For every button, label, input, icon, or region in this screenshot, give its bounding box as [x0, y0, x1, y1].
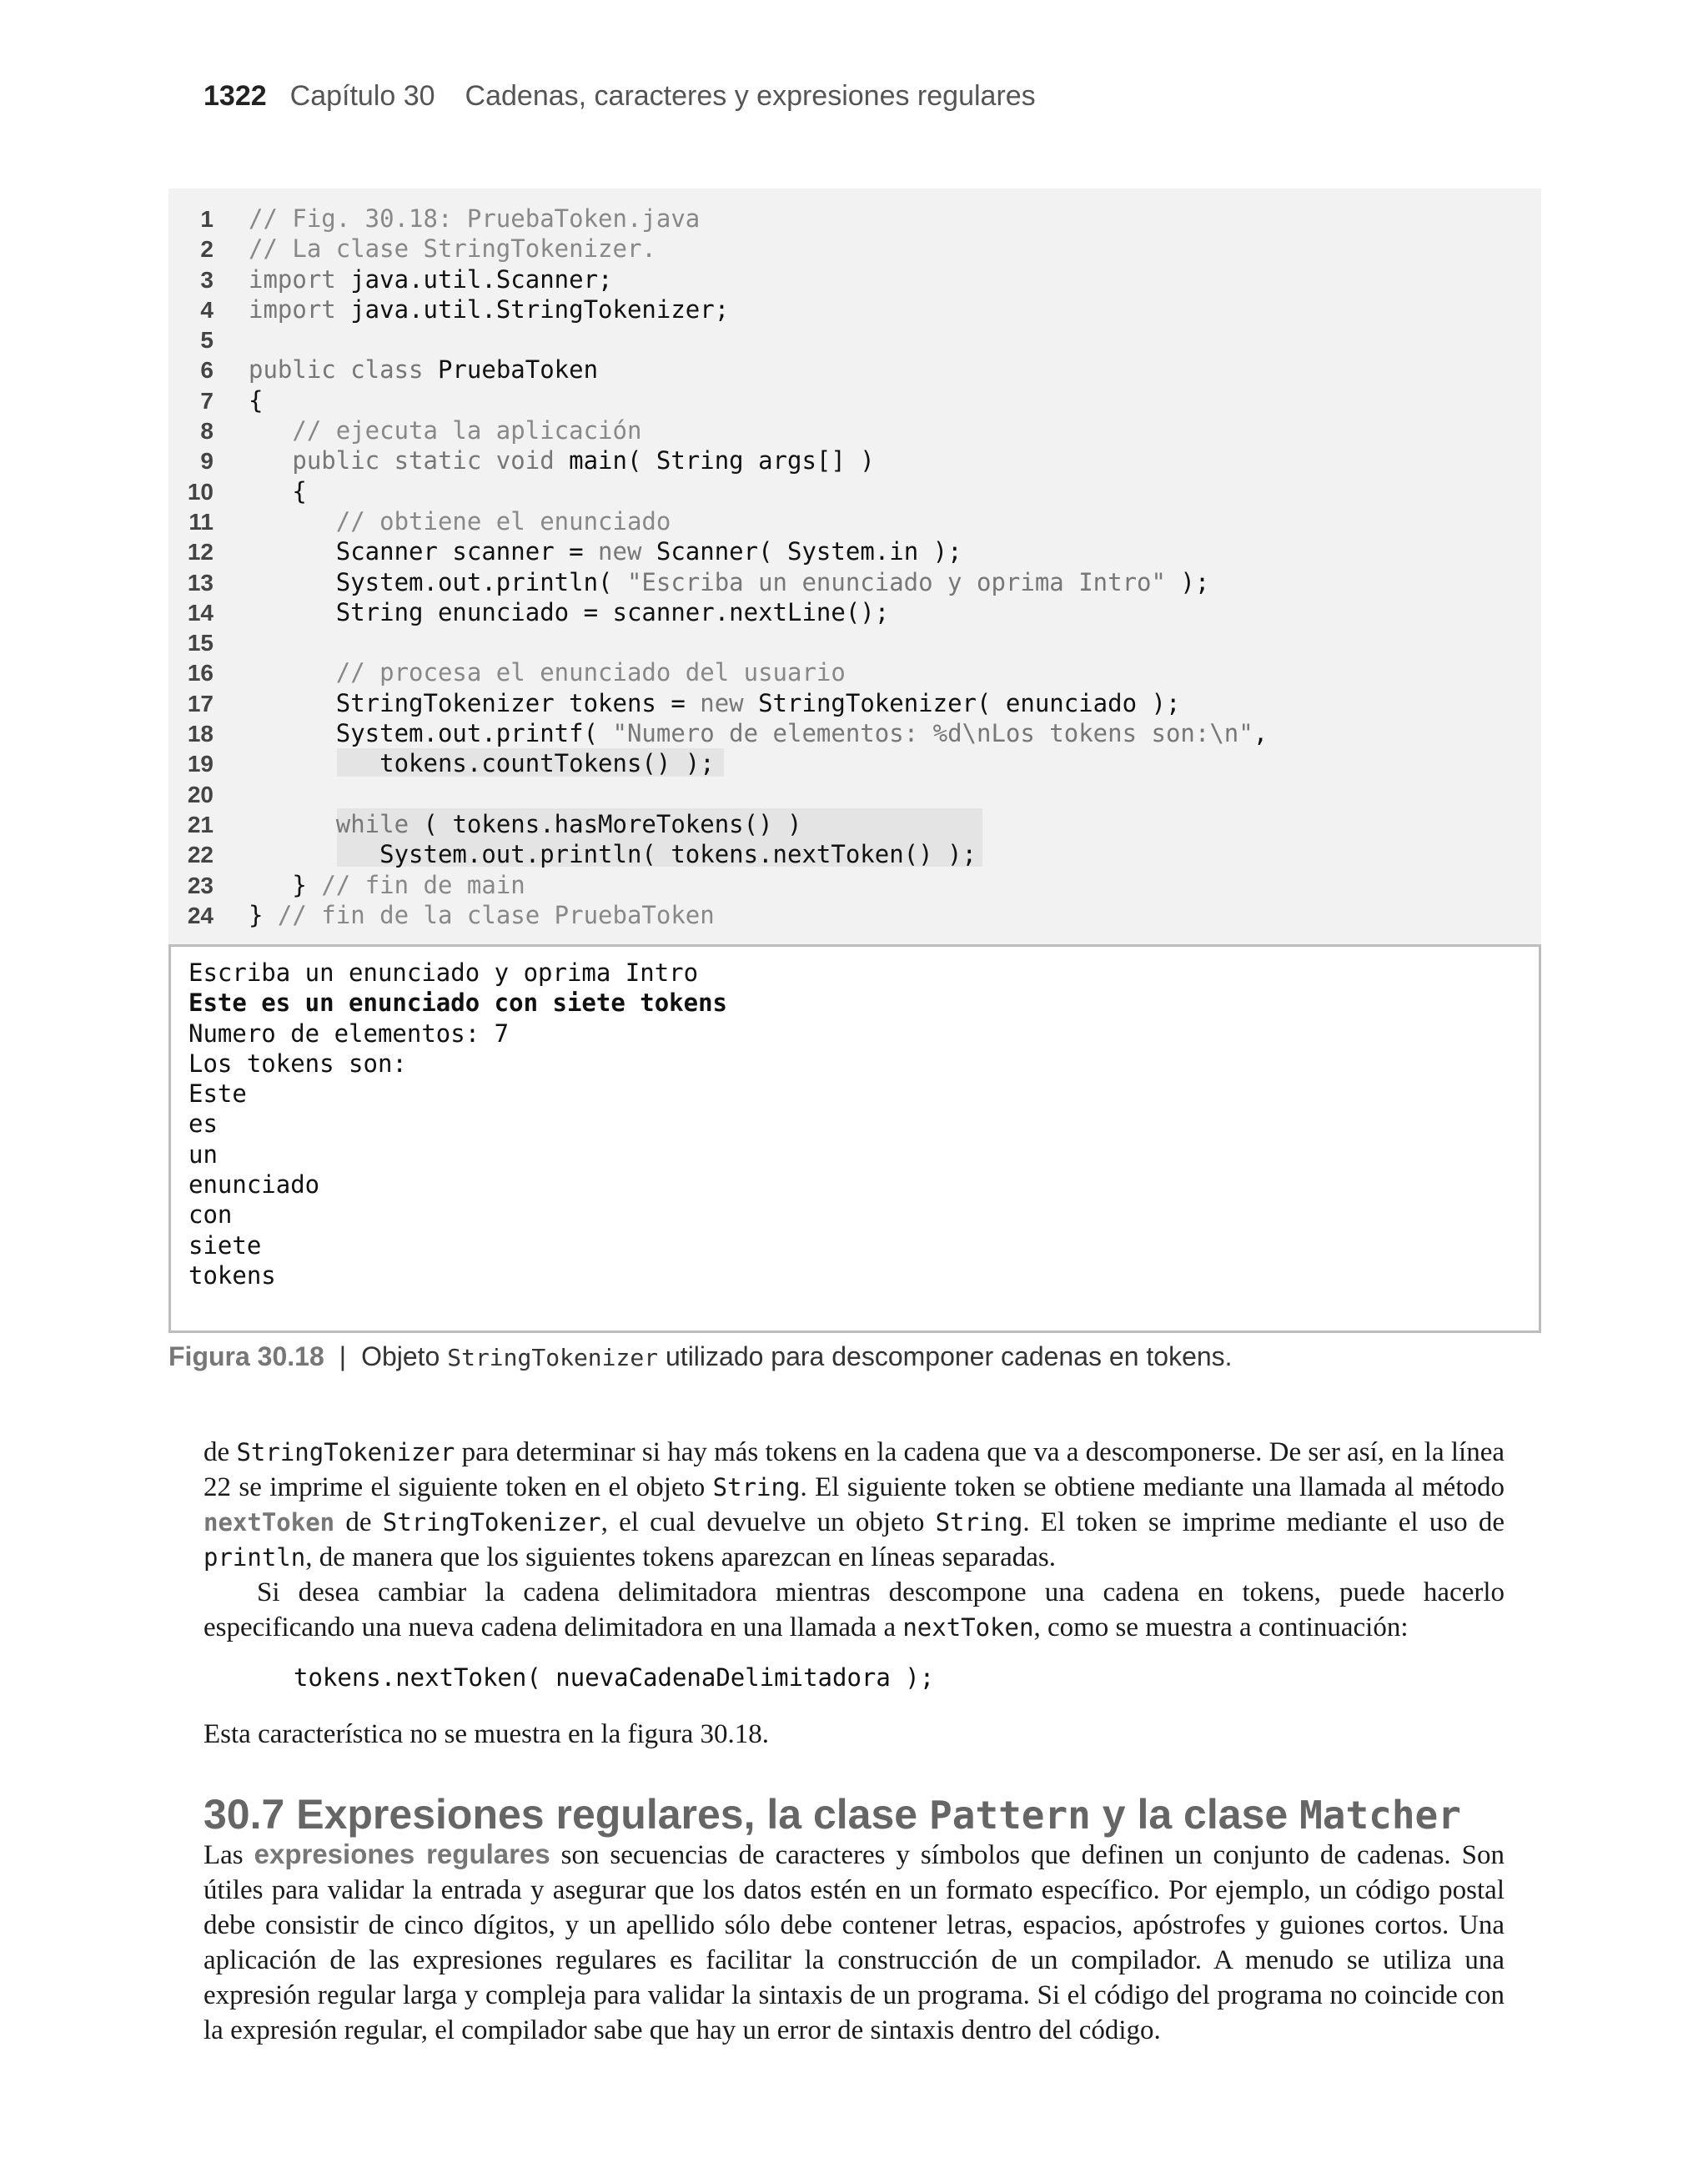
- code-segment: {: [249, 476, 307, 506]
- output-line: con: [188, 1200, 233, 1230]
- key-term: expresiones regulares: [254, 1838, 550, 1869]
- code-text: [249, 749, 715, 777]
- code-text: [249, 901, 715, 929]
- code-text: [249, 355, 598, 384]
- code-segment: java.util.StringTokenizer;: [335, 294, 730, 324]
- inline-code: String: [712, 1473, 801, 1501]
- paragraph-text: . El siguiente token se obtiene mediante una llamada al método: [800, 1472, 1505, 1502]
- code-listing: [168, 204, 1536, 930]
- section-title-a: Expresiones regulares, la clase: [296, 1791, 929, 1838]
- page-number: 1322: [203, 80, 267, 112]
- line-number: 5: [200, 327, 214, 354]
- inline-code: StringTokenizer: [236, 1438, 455, 1466]
- line-number: 22: [187, 842, 214, 868]
- code-segment: import: [249, 294, 336, 324]
- line-number: 21: [187, 811, 214, 837]
- code-text: [249, 658, 846, 687]
- output-line: Los tokens son:: [188, 1049, 407, 1078]
- chapter-title: Cadenas, caracteres y expresiones regulares: [465, 80, 1036, 112]
- caption-code: StringTokenizer: [447, 1344, 659, 1371]
- code-line: [168, 748, 1536, 778]
- code-segment: }: [249, 900, 278, 929]
- program-output: [188, 958, 727, 1290]
- caption-separator: |: [339, 1341, 347, 1371]
- section-code-b: Matcher: [1299, 1793, 1461, 1838]
- paragraph-text: de: [334, 1507, 383, 1537]
- output-line: tokens: [188, 1260, 276, 1290]
- line-number: 11: [188, 508, 214, 535]
- line-number: 15: [187, 630, 214, 656]
- page-header: [203, 80, 1036, 113]
- output-line: Escriba un enunciado y oprima Intro: [188, 958, 699, 987]
- code-segment: public class: [249, 355, 424, 385]
- code-segment: // ejecuta la aplicación: [249, 416, 642, 445]
- line-number: 2: [200, 236, 214, 263]
- code-line: [168, 445, 1536, 475]
- line-number: 12: [187, 539, 214, 566]
- output-line: Numero de elementos: 7: [188, 1019, 510, 1048]
- code-line: [168, 688, 1536, 718]
- code-line: [168, 536, 1536, 566]
- line-number: 9: [200, 448, 214, 475]
- code-segment: // fin de main: [321, 870, 525, 899]
- key-term-code: nextToken: [203, 1508, 335, 1537]
- code-line: [168, 324, 1536, 355]
- code-segment: }: [249, 870, 322, 899]
- body-paragraph-2: [203, 1575, 1505, 1645]
- code-line: [168, 385, 1536, 415]
- code-segment: // Fig. 30.18: PruebaToken.java: [249, 204, 701, 233]
- line-number: 13: [187, 569, 214, 596]
- code-segment: "Escriba un enunciado y oprima Intro": [626, 567, 1166, 596]
- code-segment: // obtiene el enunciado: [249, 506, 671, 536]
- code-text: [249, 810, 801, 838]
- line-number: 19: [187, 751, 214, 777]
- code-segment: {: [249, 385, 264, 415]
- caption-text-after: utilizado para descomponer cadenas en tokens.: [658, 1341, 1233, 1371]
- code-text: [249, 234, 656, 263]
- body-paragraph-1: [203, 1435, 1505, 1575]
- output-line: enunciado: [188, 1170, 320, 1200]
- code-line: [168, 627, 1536, 657]
- code-segment: ,: [1253, 719, 1268, 748]
- code-line: [168, 415, 1536, 445]
- output-line: siete: [188, 1230, 262, 1260]
- code-segment: // procesa el enunciado del usuario: [249, 658, 846, 687]
- code-segment: StringTokenizer tokens =: [249, 688, 701, 717]
- paragraph-text: Las: [203, 1840, 254, 1870]
- chapter-label: Capítulo 30: [289, 80, 435, 112]
- code-text: [249, 477, 307, 506]
- line-number: 18: [187, 721, 214, 747]
- code-text: [249, 689, 1180, 717]
- code-line: [168, 355, 1536, 385]
- code-segment: tokens.countTokens() );: [249, 749, 715, 778]
- code-segment: ( tokens.hasMoreTokens() ): [409, 809, 802, 838]
- code-line: [168, 294, 1536, 324]
- code-segment: while: [249, 809, 409, 838]
- code-text: [249, 295, 729, 324]
- output-line: es: [188, 1109, 218, 1139]
- code-snippet: tokens.nextToken( nuevaCadenaDelimitadora );: [294, 1663, 935, 1692]
- code-text: [249, 204, 700, 233]
- code-text: [249, 871, 525, 899]
- code-text: [249, 719, 1268, 747]
- code-line: [168, 597, 1536, 627]
- code-line: [168, 657, 1536, 687]
- code-segment: System.out.println( tokens.nextToken() );: [249, 840, 977, 869]
- section-title-b: y la clase: [1090, 1791, 1300, 1838]
- line-number: 14: [187, 599, 214, 626]
- body-paragraph-4: [203, 1837, 1505, 2048]
- code-text: [249, 568, 1209, 596]
- code-line: [168, 718, 1536, 748]
- output-line: Este: [188, 1079, 247, 1109]
- inline-code: println: [203, 1543, 306, 1572]
- figure-caption: [168, 1341, 1233, 1372]
- code-segment: StringTokenizer( enunciado );: [743, 688, 1181, 717]
- section-number: 30.7: [203, 1791, 285, 1838]
- code-segment: java.util.Scanner;: [335, 264, 613, 294]
- line-number: 24: [187, 902, 214, 928]
- code-line: [168, 234, 1536, 264]
- section-heading: [203, 1790, 1461, 1838]
- code-segment: main( String args[] ): [554, 446, 875, 475]
- paragraph-text: de: [203, 1437, 237, 1467]
- output-line: un: [188, 1139, 218, 1169]
- output-line: Este es un enunciado con siete tokens: [188, 988, 728, 1018]
- code-segment: // La clase StringTokenizer.: [249, 234, 656, 264]
- paragraph-text: Si desea cambiar la cadena delimitadora mientras descompone una cadena en tokens, puede hacerlo especificando una nueva cadena delimitadora en una llamada a: [203, 1577, 1505, 1642]
- figure-label: Figura 30.18: [168, 1341, 324, 1371]
- code-text: [249, 416, 641, 445]
- code-segment: new: [700, 688, 744, 717]
- code-segment: new: [598, 537, 642, 566]
- section-code-a: Pattern: [929, 1793, 1091, 1838]
- paragraph-text: . El token se imprime mediante el uso de: [1022, 1507, 1505, 1537]
- code-segment: System.out.println(: [249, 567, 627, 596]
- code-line: [168, 506, 1536, 536]
- code-segment: Scanner scanner =: [249, 537, 599, 566]
- code-line: [168, 779, 1536, 809]
- code-text: [249, 265, 613, 294]
- paragraph-text: , el cual devuelve un objeto: [600, 1507, 936, 1537]
- code-line: [168, 567, 1536, 597]
- code-line: [168, 900, 1536, 930]
- paragraph-text: para determinar si hay más tokens en la cadena que va a descomponerse. De ser así, en la línea 22 se imprime el siguiente token en el objeto: [203, 1437, 1505, 1502]
- code-segment: );: [1165, 567, 1210, 596]
- code-line: [168, 476, 1536, 506]
- caption-text-before: Objeto: [361, 1341, 448, 1371]
- line-number: 8: [200, 418, 214, 445]
- code-line: [168, 839, 1536, 869]
- paragraph-text: son secuencias de caracteres y símbolos que definen un conjunto de cadenas. Son útiles para validar la entrada y asegurar que los datos estén en un formato específico. Por ejemplo, un código postal debe consistir de cinco dígitos, y un apellido sólo debe contener letras, espacios, apóstrofes y guiones cortos. Una aplicación de las expresiones regulares es facilitar la construcción de un compilador. A menudo se utiliza una expresión regular larga y compleja para validar la sintaxis de un programa. Si el código del programa no coincide con la expresión regular, el compilador sabe que hay un error de sintaxis dentro del código.: [203, 1840, 1505, 2045]
- paragraph-text: , de manera que los siguientes tokens aparezcan en líneas separadas.: [305, 1542, 1057, 1572]
- code-segment: PruebaToken: [423, 355, 599, 385]
- code-segment: public static void: [249, 446, 555, 475]
- line-number: 1: [200, 206, 214, 232]
- code-text: [249, 537, 962, 566]
- code-segment: import: [249, 264, 336, 294]
- code-text: [249, 446, 875, 475]
- code-text: [249, 386, 263, 415]
- inline-code: nextToken: [902, 1613, 1034, 1642]
- code-segment: String enunciado = scanner.nextLine();: [249, 597, 890, 626]
- line-number: 10: [187, 478, 214, 505]
- inline-code: String: [935, 1508, 1023, 1537]
- line-number: 7: [200, 387, 214, 414]
- line-number: 23: [187, 872, 214, 898]
- code-segment: System.out.printf(: [249, 719, 613, 748]
- body-paragraph-3: Esta característica no se muestra en la figura 30.18.: [203, 1719, 770, 1749]
- line-number: 16: [187, 660, 214, 687]
- code-line: [168, 809, 1536, 839]
- paragraph-text: , como se muestra a continuación:: [1033, 1612, 1409, 1642]
- code-text: [249, 598, 889, 626]
- code-line: [168, 204, 1536, 234]
- code-segment: "Numero de elementos: %d\nLos tokens son:\n": [612, 719, 1253, 748]
- line-number: 20: [187, 781, 214, 807]
- code-line: [168, 870, 1536, 900]
- line-number: 6: [200, 357, 214, 384]
- code-line: [168, 264, 1536, 294]
- code-segment: Scanner( System.in );: [641, 537, 962, 566]
- line-number: 3: [200, 266, 214, 293]
- code-text: [249, 840, 977, 868]
- line-number: 4: [200, 296, 214, 323]
- code-text: [249, 507, 671, 536]
- code-segment: // fin de la clase PruebaToken: [277, 900, 715, 929]
- inline-code: StringTokenizer: [382, 1508, 601, 1537]
- line-number: 17: [187, 690, 214, 717]
